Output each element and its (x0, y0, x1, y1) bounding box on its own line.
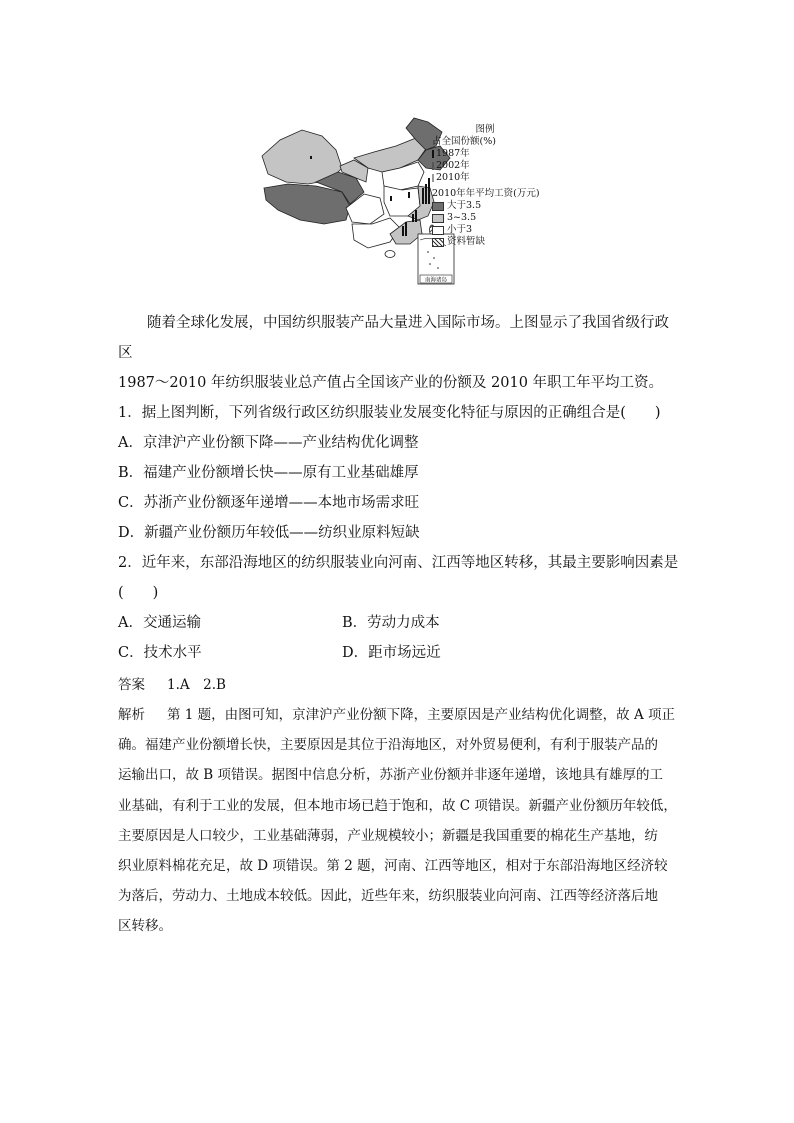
q2-option: A．交通运输 (118, 615, 201, 631)
share-bar (428, 178, 430, 204)
q2-option: C．技术水平 (118, 645, 202, 661)
q2-option-row (118, 638, 680, 668)
analysis-line: 区转移。 (118, 918, 172, 935)
analysis-line: 运输出口，故 B 项错误。据图中信息分析，苏浙产业份额并非逐年递增，该地具有雄厚的工 (118, 767, 664, 784)
analysis-line: 解析 第 1 题，由图可知，京津沪产业份额下降，主要原因是产业结构优化调整，故 A 项正 (118, 707, 676, 723)
analysis-line: 确。福建产业份额增长快，主要原因是其位于沿海地区，对外贸易便利，有利于服装产品的 (118, 737, 658, 754)
analysis-line: 织业原料棉花充足，故 D 项错误。第 2 题，河南、江西等地区，相对于东部沿海地区经济较 (118, 858, 668, 875)
answer-text: 1.A 2.B (167, 677, 226, 693)
q1-option: A．京津沪产业份额下降——产业结构优化调整 (118, 435, 419, 451)
legend-year-row: 2002年 (432, 160, 552, 172)
q2-option: B．劳动力成本 (342, 615, 440, 631)
analysis-line: 为落后，劳动力、土地成本较低。因此，近些年来，纺织服装业向河南、江西等经济落后地 (118, 888, 658, 905)
share-bar (425, 184, 427, 204)
analysis-label: 解析 (118, 707, 145, 723)
legend-wage-title: 2010年年平均工资(万元) (432, 188, 540, 199)
analysis-line: 主要原因是人口较少，工业基础薄弱，产业规模较小；新疆是我国重要的棉花生产基地，纺 (118, 827, 658, 844)
answer-label: 答案 (118, 677, 145, 693)
q2-stem: 2．近年来，东部沿海地区的纺织服装业向河南、江西等地区转移，其最主要影响因素是( ) (118, 555, 679, 601)
legend-swatch (432, 202, 444, 211)
q1-stem: 1．据上图判断，下列省级行政区纺织服装业发展变化特征与原因的正确组合是( ) (118, 405, 661, 421)
legend-share-title: 占全国份额(%) (432, 136, 496, 147)
q2-option-row (118, 608, 680, 638)
map-legend (432, 124, 552, 248)
legend-title: 图例 (475, 124, 495, 135)
analysis-line: 业基础，有利于工业的发展，但本地市场已趋于饱和，故 C 项错误。新疆产业份额历年较低， (118, 797, 677, 814)
question-content (118, 308, 680, 942)
share-bar (310, 156, 312, 159)
legend-class-row: 小于3 (432, 224, 552, 236)
legend-bar-icon (432, 150, 434, 158)
legend-class-row: 资料暂缺 (432, 236, 552, 248)
share-bar (402, 226, 404, 236)
q1-option: B．福建产业份额增长快——原有工业基础雄厚 (118, 465, 419, 481)
share-bar (422, 188, 424, 204)
share-bar (408, 192, 410, 198)
legend-bar-icon (432, 174, 434, 182)
legend-class-row: 大于3.5 (432, 200, 552, 212)
legend-year-row: 2010年 (432, 172, 552, 184)
intro-line: 1987～2010 年纺织服装业总产值占全国该产业的份额及 2010 年职工年平均工资。 (118, 375, 664, 391)
share-bar (405, 222, 407, 236)
region-hainan (385, 251, 395, 258)
answer-line (118, 670, 680, 700)
intro-line: 随着全球化发展，中国纺织服装产品大量进入国际市场。上图显示了我国省级行政区 (118, 315, 669, 361)
share-bar (415, 210, 417, 222)
legend-swatch (432, 238, 444, 247)
share-bar (390, 196, 392, 201)
legend-swatch (432, 214, 444, 223)
q1-option: D．新疆产业份额历年较低——纺织业原料短缺 (118, 525, 420, 541)
legend-class-row: 3~3.5 (432, 212, 552, 224)
legend-swatch (432, 226, 444, 235)
q2-option: D．距市场远近 (342, 645, 441, 661)
share-bar (412, 214, 414, 222)
inset-label: 南海诸岛 (424, 277, 448, 284)
legend-bar-icon (432, 162, 434, 170)
legend-year-row: 1987年 (432, 148, 552, 160)
q1-option: C．苏浙产业份额逐年递增——本地市场需求旺 (118, 495, 420, 511)
